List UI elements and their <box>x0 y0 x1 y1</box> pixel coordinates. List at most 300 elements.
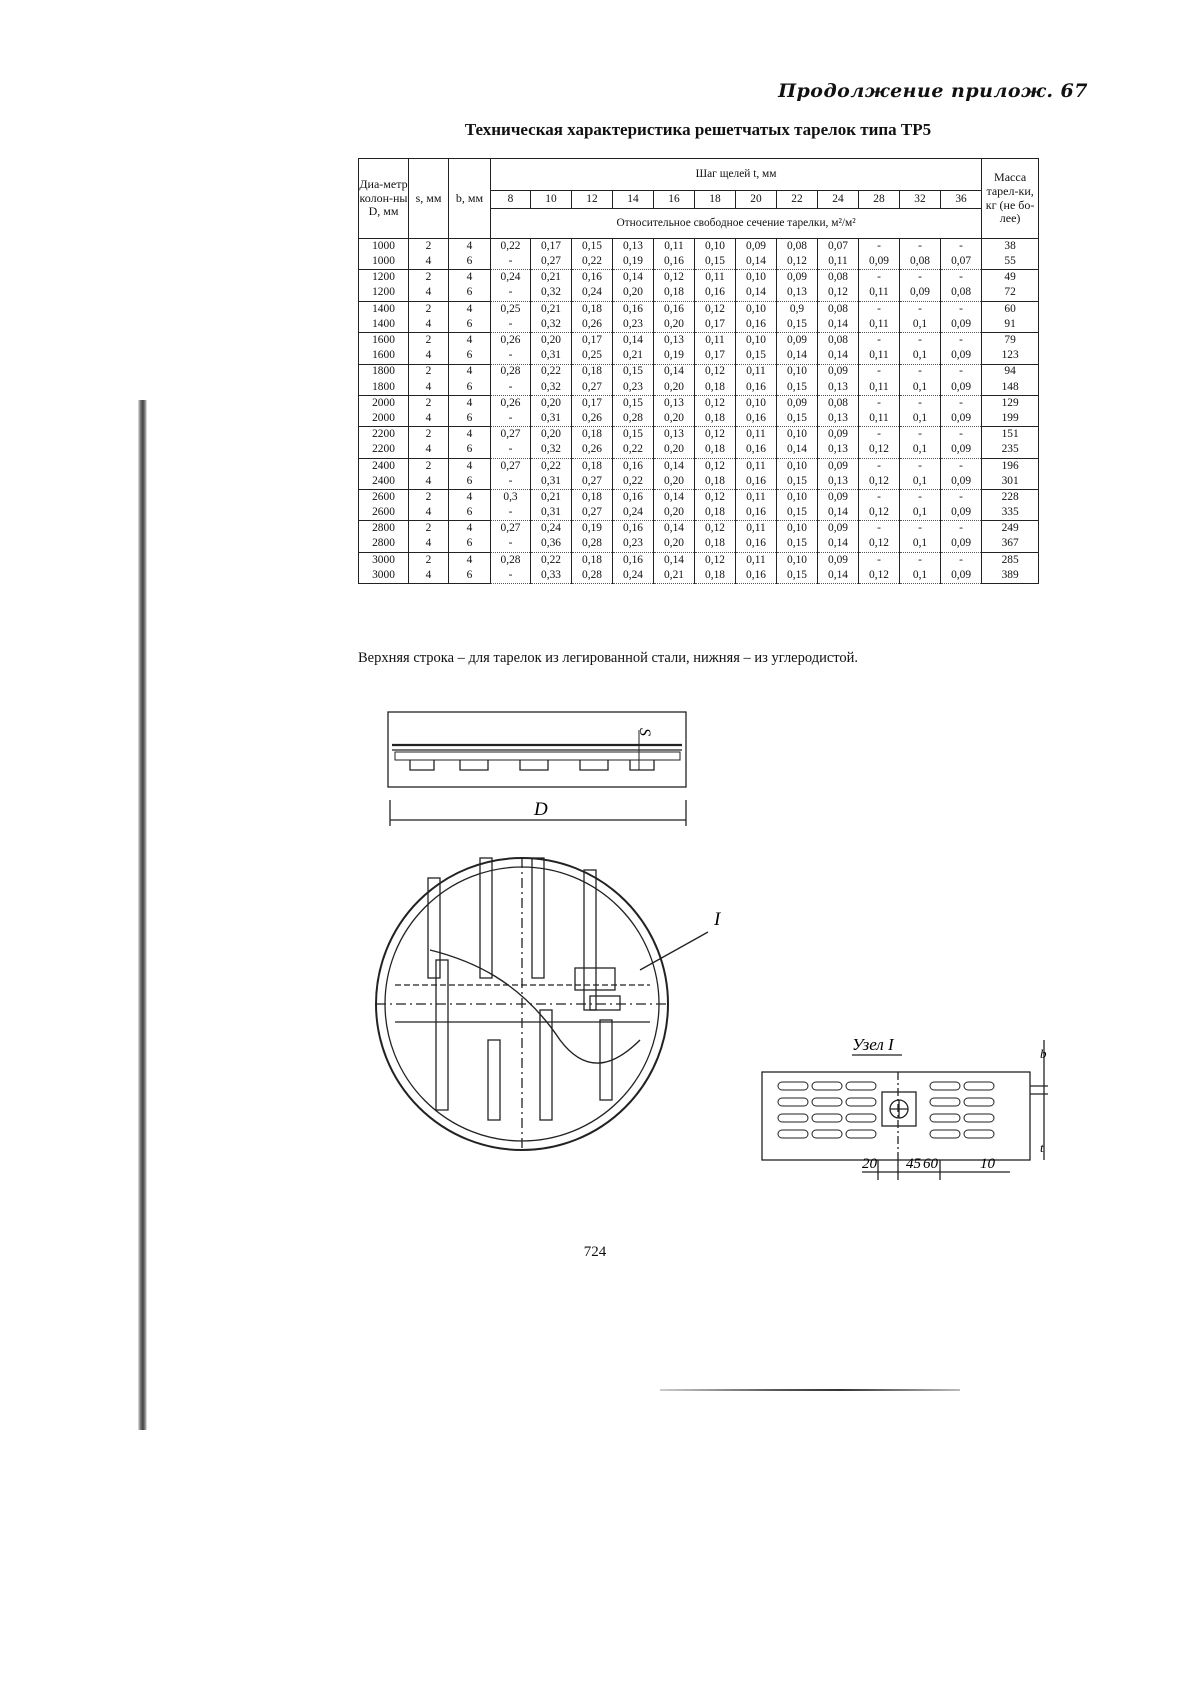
table-cell: 0,26 <box>572 411 613 427</box>
page-number: 724 <box>583 1244 607 1260</box>
table-cell: 0,1 <box>900 348 941 364</box>
table-cell: 0,26 <box>572 442 613 458</box>
table-cell: 0,18 <box>695 380 736 396</box>
table-cell: 4 <box>449 395 491 411</box>
table-cell: - <box>859 427 900 443</box>
table-cell: 0,21 <box>531 301 572 317</box>
table-cell: 0,10 <box>777 364 818 380</box>
node-title: Узел I <box>852 1035 894 1054</box>
table-cell: - <box>941 364 982 380</box>
table-cell: 0,3 <box>491 490 531 506</box>
label-t: t <box>1040 1140 1044 1155</box>
table-cell: 0,28 <box>572 537 613 553</box>
table-cell: 4 <box>409 442 449 458</box>
table-cell: 0,15 <box>613 395 654 411</box>
table-cell: 0,09 <box>818 427 859 443</box>
table-cell: 0,09 <box>818 521 859 537</box>
table-cell: 0,15 <box>736 348 777 364</box>
pitch-header-cell: 20 <box>736 191 777 209</box>
table-cell: 2800 <box>359 521 409 537</box>
table-cell: 0,22 <box>572 254 613 270</box>
table-cell: 0,12 <box>777 254 818 270</box>
table-cell: 0,12 <box>859 474 900 490</box>
table-cell: 0,24 <box>572 286 613 302</box>
table-cell: 0,18 <box>572 301 613 317</box>
table-cell: - <box>941 458 982 474</box>
table-cell: 0,11 <box>654 239 695 255</box>
table-cell: 0,16 <box>654 254 695 270</box>
table-cell: 0,1 <box>900 317 941 333</box>
table-cell: 0,14 <box>654 490 695 506</box>
table-cell: 0,10 <box>777 552 818 568</box>
table-cell: 0,27 <box>531 254 572 270</box>
table-cell: 0,15 <box>777 537 818 553</box>
table-cell: 4 <box>409 411 449 427</box>
table-cell: 0,11 <box>736 458 777 474</box>
table-cell: 235 <box>982 442 1039 458</box>
table-cell: 0,32 <box>531 286 572 302</box>
table-cell: - <box>941 395 982 411</box>
table-cell: - <box>941 270 982 286</box>
table-cell: 49 <box>982 270 1039 286</box>
pitch-header-cell: 36 <box>941 191 982 209</box>
table-cell: 0,08 <box>818 301 859 317</box>
table-cell: 0,08 <box>818 333 859 349</box>
table-cell: 0,28 <box>572 568 613 584</box>
table-cell: 0,12 <box>859 442 900 458</box>
table-cell: 0,16 <box>736 474 777 490</box>
table-cell: - <box>941 521 982 537</box>
table-cell: 0,14 <box>818 317 859 333</box>
table-cell: 2000 <box>359 411 409 427</box>
table-cell: - <box>900 239 941 255</box>
table-cell: 0,18 <box>572 458 613 474</box>
table-cell: 0,11 <box>859 380 900 396</box>
pitch-header-cell: 28 <box>859 191 900 209</box>
table-cell: 0,10 <box>777 458 818 474</box>
table-cell: 367 <box>982 537 1039 553</box>
table-cell: 6 <box>449 286 491 302</box>
dim-60: 60 <box>923 1156 938 1172</box>
table-cell: - <box>491 411 531 427</box>
table-cell: 4 <box>409 537 449 553</box>
table-cell: 0,14 <box>613 270 654 286</box>
table-cell: 0,14 <box>777 348 818 364</box>
table-cell: 123 <box>982 348 1039 364</box>
table-cell: 0,18 <box>572 427 613 443</box>
table-cell: 2600 <box>359 505 409 521</box>
table-cell: 0,16 <box>736 568 777 584</box>
table-cell: 0,09 <box>818 552 859 568</box>
table-cell: 0,20 <box>613 286 654 302</box>
table-cell: 2600 <box>359 490 409 506</box>
table-cell: 0,15 <box>777 317 818 333</box>
table-cell: 0,19 <box>572 521 613 537</box>
table-cell: 0,31 <box>531 505 572 521</box>
table-cell: 0,17 <box>531 239 572 255</box>
table-cell: 0,28 <box>491 364 531 380</box>
table-cell: 0,27 <box>491 521 531 537</box>
table-title: Техническая характеристика решетчатых тарелок типа ТР5 <box>464 120 932 139</box>
table-cell: - <box>859 333 900 349</box>
table-cell: 4 <box>449 521 491 537</box>
table-cell: 3000 <box>359 568 409 584</box>
table-cell: 0,12 <box>695 364 736 380</box>
table-cell: 2 <box>409 458 449 474</box>
table-cell: - <box>491 505 531 521</box>
table-cell: 285 <box>982 552 1039 568</box>
table-cell: 0,11 <box>736 521 777 537</box>
table-cell: 0,16 <box>613 552 654 568</box>
label-d: D <box>534 799 548 820</box>
table-cell: 228 <box>982 490 1039 506</box>
table-cell: 6 <box>449 442 491 458</box>
table-cell: - <box>900 458 941 474</box>
table-cell: 0,08 <box>818 270 859 286</box>
table-cell: 6 <box>449 317 491 333</box>
table-cell: - <box>941 301 982 317</box>
table-cell: 0,13 <box>818 474 859 490</box>
table-cell: 0,09 <box>941 348 982 364</box>
table-cell: - <box>900 333 941 349</box>
table-cell: 0,20 <box>654 505 695 521</box>
table-cell: 4 <box>409 474 449 490</box>
table-cell: 3000 <box>359 552 409 568</box>
table-cell: 0,16 <box>654 301 695 317</box>
table-cell: 0,20 <box>531 395 572 411</box>
table-cell: 0,14 <box>777 442 818 458</box>
table-cell: 389 <box>982 568 1039 584</box>
table-cell: 2 <box>409 490 449 506</box>
table-cell: 0,08 <box>900 254 941 270</box>
table-cell: 4 <box>449 301 491 317</box>
table-cell: 0,18 <box>695 411 736 427</box>
table-cell: 2 <box>409 521 449 537</box>
table-cell: - <box>491 348 531 364</box>
table-cell: 0,07 <box>818 239 859 255</box>
table-cell: - <box>491 286 531 302</box>
table-cell: 0,08 <box>818 395 859 411</box>
table-cell: 4 <box>409 254 449 270</box>
table-cell: 4 <box>449 333 491 349</box>
table-cell: 0,27 <box>491 427 531 443</box>
table-cell: 6 <box>449 568 491 584</box>
table-cell: - <box>941 490 982 506</box>
table-cell: 0,24 <box>531 521 572 537</box>
table-cell: 0,14 <box>654 521 695 537</box>
table-cell: 0,14 <box>654 364 695 380</box>
table-cell: 0,15 <box>777 380 818 396</box>
pitch-header-cell: 24 <box>818 191 859 209</box>
table-cell: 4 <box>409 348 449 364</box>
table-cell: 0,12 <box>695 395 736 411</box>
table-cell: 0,11 <box>859 286 900 302</box>
table-cell: - <box>941 427 982 443</box>
table-cell: 0,16 <box>736 537 777 553</box>
table-cell: 0,09 <box>818 364 859 380</box>
table-cell: 0,09 <box>941 411 982 427</box>
table-cell: 0,20 <box>654 317 695 333</box>
table-cell: 0,09 <box>777 395 818 411</box>
table-cell: 6 <box>449 348 491 364</box>
table-cell: 0,09 <box>736 239 777 255</box>
table-cell: - <box>491 474 531 490</box>
table-cell: 0,22 <box>613 442 654 458</box>
table-cell: 0,28 <box>491 552 531 568</box>
table-cell: 60 <box>982 301 1039 317</box>
table-cell: 2 <box>409 395 449 411</box>
table-cell: 2800 <box>359 537 409 553</box>
label-b: b <box>1040 1046 1047 1061</box>
table-cell: 0,15 <box>777 505 818 521</box>
table-cell: 1000 <box>359 239 409 255</box>
table-cell: 72 <box>982 286 1039 302</box>
table-cell: 0,15 <box>777 474 818 490</box>
table-cell: - <box>900 427 941 443</box>
table-cell: 0,26 <box>572 317 613 333</box>
table-cell: 2 <box>409 333 449 349</box>
table-cell: 0,12 <box>859 505 900 521</box>
header-free-section: Относительное свободное сечение тарелки, м²/м² <box>491 209 982 239</box>
table-cell: 4 <box>449 427 491 443</box>
table-cell: 0,1 <box>900 474 941 490</box>
table-cell: 6 <box>449 505 491 521</box>
table-cell: 301 <box>982 474 1039 490</box>
table-cell: 91 <box>982 317 1039 333</box>
table-cell: 6 <box>449 254 491 270</box>
table-cell: 0,9 <box>777 301 818 317</box>
table-cell: 0,09 <box>941 442 982 458</box>
table-cell: 94 <box>982 364 1039 380</box>
table-cell: 0,31 <box>531 348 572 364</box>
table-cell: 0,22 <box>531 364 572 380</box>
table-cell: 4 <box>409 286 449 302</box>
table-cell: - <box>491 442 531 458</box>
table-cell: 0,16 <box>572 270 613 286</box>
table-cell: 0,22 <box>531 552 572 568</box>
table-cell: 0,16 <box>736 317 777 333</box>
table-cell: 0,1 <box>900 568 941 584</box>
table-cell: 0,08 <box>777 239 818 255</box>
table-cell: 4 <box>449 364 491 380</box>
table-cell: 0,25 <box>572 348 613 364</box>
table-cell: 0,10 <box>736 395 777 411</box>
table-cell: 0,16 <box>736 505 777 521</box>
table-cell: 0,23 <box>613 317 654 333</box>
table-cell: - <box>941 239 982 255</box>
table-cell: 0,26 <box>491 333 531 349</box>
table-cell: 6 <box>449 380 491 396</box>
table-cell: 0,15 <box>572 239 613 255</box>
table-cell: 0,21 <box>654 568 695 584</box>
table-cell: 0,31 <box>531 411 572 427</box>
table-cell: 2000 <box>359 395 409 411</box>
table-cell: 0,12 <box>859 568 900 584</box>
table-cell: 0,14 <box>613 333 654 349</box>
pitch-header-cell: 18 <box>695 191 736 209</box>
table-cell: 0,20 <box>531 427 572 443</box>
table-cell: 0,11 <box>736 552 777 568</box>
table-cell: 0,09 <box>941 317 982 333</box>
table-cell: 38 <box>982 239 1039 255</box>
table-cell: 0,13 <box>613 239 654 255</box>
table-cell: 0,12 <box>695 301 736 317</box>
table-cell: 0,11 <box>736 490 777 506</box>
table-cell: - <box>900 270 941 286</box>
table-cell: 55 <box>982 254 1039 270</box>
table-cell: 0,16 <box>736 411 777 427</box>
table-cell: - <box>859 270 900 286</box>
table-cell: 196 <box>982 458 1039 474</box>
table-cell: 0,16 <box>613 458 654 474</box>
table-cell: 0,12 <box>695 552 736 568</box>
table-cell: 0,27 <box>491 458 531 474</box>
table-cell: 2400 <box>359 474 409 490</box>
table-cell: 0,16 <box>613 490 654 506</box>
table-cell: 4 <box>409 317 449 333</box>
table-cell: 0,16 <box>613 301 654 317</box>
table-cell: 0,18 <box>695 442 736 458</box>
table-cell: - <box>491 537 531 553</box>
table-cell: 2 <box>409 364 449 380</box>
table-cell: 0,13 <box>818 411 859 427</box>
table-cell: 0,11 <box>695 333 736 349</box>
pitch-header-cell: 22 <box>777 191 818 209</box>
table-cell: 1600 <box>359 333 409 349</box>
table-cell: 0,11 <box>859 411 900 427</box>
table-cell: 0,10 <box>777 427 818 443</box>
table-cell: 0,15 <box>777 568 818 584</box>
table-cell: 0,14 <box>818 348 859 364</box>
table-cell: 2 <box>409 270 449 286</box>
table-cell: 0,12 <box>859 537 900 553</box>
table-cell: 0,20 <box>654 442 695 458</box>
table-cell: 0,14 <box>654 458 695 474</box>
table-cell: - <box>859 521 900 537</box>
pitch-header-cell: 12 <box>572 191 613 209</box>
table-cell: - <box>900 490 941 506</box>
table-cell: - <box>900 521 941 537</box>
table-cell: 0,20 <box>654 411 695 427</box>
dim-20: 20 <box>862 1156 877 1172</box>
table-cell: 0,1 <box>900 505 941 521</box>
table-cell: 0,16 <box>613 521 654 537</box>
header-pitch: Шаг щелей t, мм <box>491 159 982 191</box>
table-cell: 0,18 <box>572 552 613 568</box>
table-cell: 0,18 <box>572 490 613 506</box>
table-cell: 0,1 <box>900 537 941 553</box>
table-cell: 0,15 <box>613 427 654 443</box>
table-cell: 0,12 <box>818 286 859 302</box>
table-cell: 0,18 <box>572 364 613 380</box>
table-cell: 0,15 <box>613 364 654 380</box>
table-cell: - <box>491 317 531 333</box>
table-cell: 2400 <box>359 458 409 474</box>
table-cell: 0,11 <box>818 254 859 270</box>
table-cell: 1400 <box>359 301 409 317</box>
table-cell: - <box>900 552 941 568</box>
table-cell: 0,10 <box>736 301 777 317</box>
table-cell: 0,13 <box>818 442 859 458</box>
table-cell: - <box>491 380 531 396</box>
table-cell: 199 <box>982 411 1039 427</box>
table-cell: 4 <box>409 568 449 584</box>
table-cell: 0,32 <box>531 380 572 396</box>
table-cell: 0,18 <box>695 474 736 490</box>
table-cell: 1800 <box>359 380 409 396</box>
table-cell: - <box>900 301 941 317</box>
table-cell: 4 <box>409 380 449 396</box>
table-cell: - <box>859 458 900 474</box>
table-cell: 4 <box>449 458 491 474</box>
table-cell: 0,13 <box>818 380 859 396</box>
pitch-header-cell: 16 <box>654 191 695 209</box>
table-cell: 0,27 <box>572 380 613 396</box>
table-cell: 0,14 <box>818 537 859 553</box>
table-cell: 4 <box>449 270 491 286</box>
table-cell: 0,20 <box>654 380 695 396</box>
table-cell: - <box>491 568 531 584</box>
table-cell: 0,11 <box>695 270 736 286</box>
table-cell: 0,21 <box>531 270 572 286</box>
continuation-header: Продолжение прилож. 67 <box>778 80 1088 102</box>
table-cell: 0,14 <box>736 254 777 270</box>
table-cell: 0,28 <box>613 411 654 427</box>
top-view <box>376 858 708 1150</box>
header-diameter: Диа-метр колон-ны D, мм <box>359 159 409 239</box>
table-cell: 0,27 <box>572 474 613 490</box>
table-cell: 6 <box>449 411 491 427</box>
table-cell: 0,18 <box>654 286 695 302</box>
table-cell: - <box>941 552 982 568</box>
table-cell: 2 <box>409 552 449 568</box>
table-cell: 4 <box>409 505 449 521</box>
table-cell: 4 <box>449 552 491 568</box>
table-cell: 0,09 <box>941 568 982 584</box>
table-note: Верхняя строка – для тарелок из легированной стали, нижняя – из углеродистой. <box>358 650 859 666</box>
table-cell: 0,20 <box>654 474 695 490</box>
table-cell: 0,13 <box>777 286 818 302</box>
table-cell: 0,12 <box>695 458 736 474</box>
table-cell: 0,14 <box>818 505 859 521</box>
table-cell: 2200 <box>359 442 409 458</box>
label-node-ref: I <box>714 909 721 930</box>
table-cell: 0,09 <box>818 490 859 506</box>
header-b: b, мм <box>449 159 491 239</box>
table-cell: 0,15 <box>695 254 736 270</box>
table-cell: 0,13 <box>654 333 695 349</box>
table-cell: 0,18 <box>695 568 736 584</box>
table-cell: 4 <box>449 490 491 506</box>
table-cell: 0,1 <box>900 442 941 458</box>
table-cell: 0,10 <box>736 333 777 349</box>
table-cell: 0,11 <box>736 364 777 380</box>
table-cell: 0,07 <box>941 254 982 270</box>
table-cell: - <box>900 364 941 380</box>
table-cell: 0,12 <box>695 490 736 506</box>
table-cell: - <box>859 395 900 411</box>
table-cell: 0,13 <box>654 395 695 411</box>
table-cell: 0,09 <box>900 286 941 302</box>
table-cell: 2 <box>409 239 449 255</box>
table-cell: 0,25 <box>491 301 531 317</box>
table-cell: 0,09 <box>941 505 982 521</box>
table-cell: 0,1 <box>900 380 941 396</box>
table-cell: 0,20 <box>654 537 695 553</box>
header-s: s, мм <box>409 159 449 239</box>
table-cell: 0,15 <box>777 411 818 427</box>
table-cell: 6 <box>449 474 491 490</box>
